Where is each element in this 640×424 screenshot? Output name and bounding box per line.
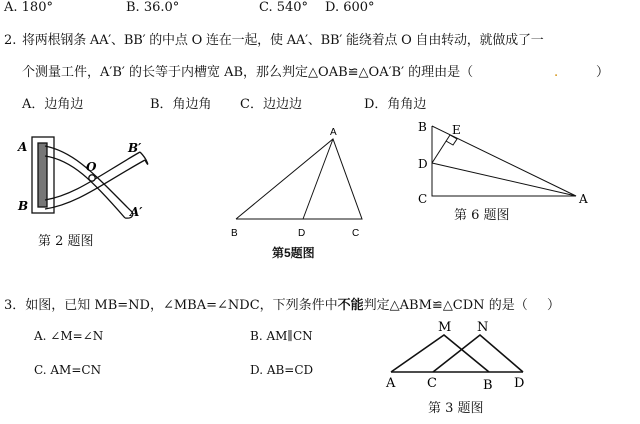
fig6-caption: 第 6 题图 [454, 208, 510, 223]
fig2-label-a-prime: A′ [130, 205, 143, 219]
fig2-caption: 第 2 题图 [38, 234, 94, 249]
q1-option-d: D. 600° [325, 0, 375, 15]
q1-option-c: C. 540° [259, 0, 309, 15]
fig6-label-a: A [579, 192, 588, 206]
q3-text-pre: 如图，已知 MB=ND，∠MBA=∠NDC，下列条件中 [25, 298, 338, 313]
fig6-label-d: D [418, 157, 428, 171]
fig3-label-a: A [386, 376, 396, 391]
fig5-label-a: A [330, 127, 337, 138]
q3-text-post: 判定△ABM≌△CDN 的是（ [363, 298, 528, 313]
q2-text-line1: 将两根钢条 AA′、BB′ 的中点 O 连在一起，使 AA′、BB′ 能绕着点 O 自由转动，就做成了一 [22, 33, 544, 48]
fig2-label-o: O [86, 160, 97, 174]
fig5-label-b: B [231, 228, 238, 239]
q3-option-b: B. AM∥CN [250, 329, 313, 343]
q3-option-c: C. AM=CN [34, 363, 102, 377]
fig2-label-b: B [18, 199, 29, 213]
fig3-label-n: N [477, 320, 489, 335]
q3-text-emph: 不能 [337, 298, 364, 313]
q3-question [4, 299, 528, 312]
q2-option-a: A．边角边 [22, 97, 84, 112]
fig6-segment-da [432, 163, 576, 196]
q2-number: 2. [4, 33, 17, 48]
fig5-label-d: D [298, 228, 306, 239]
fig5-triangle-abc [236, 139, 362, 219]
fig3-triangle-cdn [433, 335, 523, 372]
q2-bracket-close: ） [596, 65, 610, 80]
q2-text-line2: 个测量工件，A′B′ 的长等于内槽宽 AB，那么判定△OAB≌△OA′B′ 的理由是（ [22, 65, 474, 80]
q1-option-b: B. 36.0° [126, 0, 180, 15]
q2-option-c: C．边边边 [240, 97, 302, 112]
fig3-label-c: C [427, 376, 437, 391]
fig6-segment-de [432, 135, 450, 163]
fig6-label-c: C [418, 192, 428, 206]
fig2-pivot-o [89, 175, 95, 181]
fig3-caption: 第 3 题图 [428, 401, 484, 416]
q2-blank-mark: . [554, 65, 559, 80]
fig2-slot-inner [38, 143, 47, 207]
q2-option-b: B．角边角 [150, 97, 212, 112]
q2-option-d: D．角角边 [364, 97, 427, 112]
q3-option-a: A. ∠M=∠N [34, 329, 104, 343]
fig3-drawing [391, 335, 523, 372]
q3-option-d: D. AB=CD [250, 363, 314, 377]
fig2-label-b-prime: B′ [128, 141, 142, 155]
q3-number: 3． [4, 298, 26, 313]
fig2-label-a: A [18, 140, 28, 154]
fig5-label-c: C [352, 228, 360, 239]
fig2-bar-aa-bottom [45, 156, 125, 218]
fig6-label-e: E [452, 123, 461, 137]
fig5-drawing [236, 139, 362, 219]
fig3-label-b: B [483, 378, 493, 393]
fig3-label-m: M [438, 320, 452, 335]
fig3-label-d: D [514, 376, 525, 391]
fig6-label-b: B [418, 120, 427, 134]
q1-option-a: A. 180° [4, 0, 53, 15]
q3-bracket-close: ） [547, 298, 561, 313]
fig5-caption: 第5题图 [272, 246, 315, 260]
